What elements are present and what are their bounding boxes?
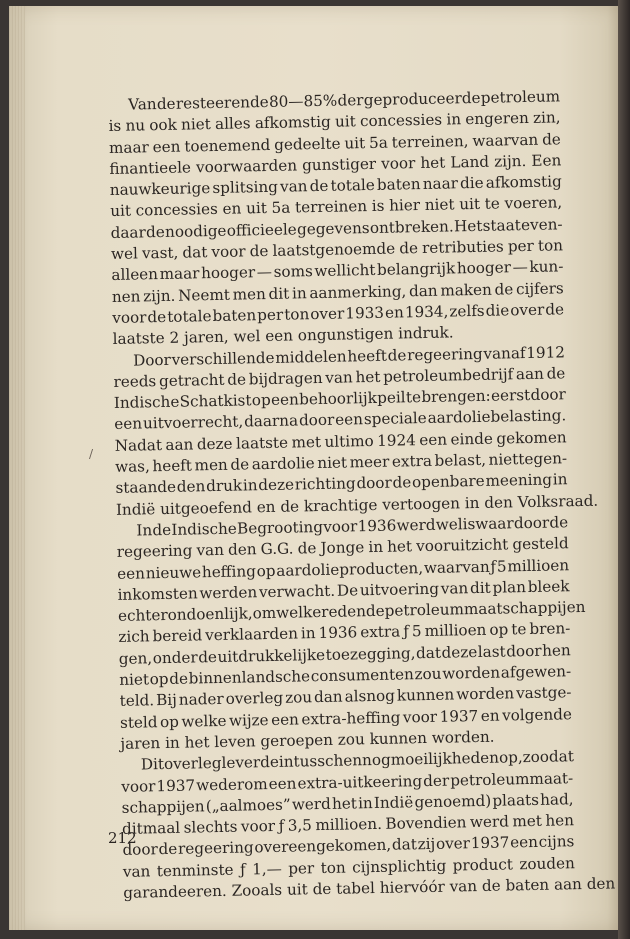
- text-line: voor de totale baten per ton over 1933 en 1934, zelfs die over de: [112, 300, 565, 327]
- stray-pencil-mark: /: [89, 447, 94, 461]
- text-line: finantieele voorwaarden gunstiger voor het Land zijn. Een: [109, 151, 562, 178]
- text-line: schappijen („aalmoes” werd het in Indië genoemd) plaats had,: [121, 789, 574, 817]
- text-line: uit concessies en uit 5a terreinen is hier niet uit te voeren,: [110, 193, 563, 221]
- text-line: Dit overleg leverde intusschen nog moeilijkheden op, zoodat: [140, 747, 575, 774]
- text-line: Door verschillende middelen heeft de regeering vanaf 1912: [132, 342, 566, 370]
- text-line: gen, onder de uitdrukkelijke toezegging, dat deze last door hen: [118, 640, 571, 668]
- text-line: een uitvoerrecht, daarna door een speciale aardoliebelasting.: [114, 406, 567, 434]
- text-line: nauwkeurige splitsing van de totale baten naar die afkomstig: [109, 172, 562, 200]
- text-line: is nu ook niet alles afkomstig uit concessies in engeren zin,: [108, 108, 561, 136]
- text-line: teld. Bij nader overleg zou dan alsnog kunnen worden vastge-: [119, 683, 572, 711]
- text-line: van tenminste ƒ 1,— per ton cijnsplichtig product zouden: [122, 853, 575, 881]
- text-line: garandeeren. Zooals uit de tabel hiervóór van de baten aan den: [123, 874, 616, 902]
- text-line: laatste 2 jaren, wel een ongunstigen indruk.: [112, 323, 454, 349]
- text-line: maar een toenemend gedeelte uit 5a terreinen, waarvan de: [108, 129, 561, 157]
- text-line: steld op welke wijze een extra-heffing voor 1937 en volgende: [119, 704, 573, 732]
- text-line: wel vast, dat voor de laatstgenoemde de retributies per ton: [110, 236, 564, 264]
- book-spine: [618, 0, 630, 939]
- text-line: zich bereid verklaarden in 1936 extra ƒ 5 millioen op te bren-: [118, 619, 571, 647]
- text-line: regeering van den G.G. de Jonge in het vooruitzicht gesteld: [116, 534, 569, 562]
- text-line: voor 1937 wederom een extra-uitkeering der petroleummaat-: [121, 768, 574, 796]
- text-line: echter ondoenlijk, om welke reden de petroleummaatschappijen: [117, 598, 586, 626]
- text-line: alleen maar hooger — soms wellicht belangrijk hooger — kun-: [111, 257, 564, 285]
- text-line: staande den druk in deze richting door de openbare meening in: [115, 470, 568, 498]
- body-text: [108, 86, 616, 904]
- text-line: Nadat aan deze laatste met ultimo 1924 een einde gekomen: [114, 428, 567, 455]
- text-line: reeds getracht de bijdragen van het petroleumbedrijf aan de: [113, 364, 566, 391]
- page-edge: [9, 6, 25, 930]
- text-line: Indië uitgeoefend en de krachtige vertoogen in den Volksraad.: [115, 491, 599, 519]
- text-line: Indische Schatkist op een behoorlijk peil te brengen: eerst door: [113, 385, 566, 413]
- text-line: daar de noodige officieele gegevens ontbreken. Het staat even-: [110, 215, 563, 242]
- text-line: In de Indische Begrooting voor 1936 werd weliswaar door de: [136, 513, 569, 540]
- text-line: was, heeft men de aardolie niet meer extra belast, niettegen-: [114, 449, 568, 476]
- text-line: Van de resteerende 80—85% der geproduceerde petroleum: [128, 87, 561, 114]
- page-number: 212: [108, 829, 137, 847]
- text-line: een nieuwe heffing op aardolieproducten, waarvan ƒ 5 millioen: [117, 555, 570, 583]
- text-line: nen zijn. Neemt men dit in aanmerking, dan maken de cijfers: [111, 278, 564, 306]
- text-line: niet op de binnenlandsche consumenten zou worden afgewen-: [119, 662, 572, 689]
- text-line: jaren in het leven geroepen zou kunnen worden.: [120, 727, 495, 753]
- text-line: inkomsten werden verwacht. De uitvoering van dit plan bleek: [117, 577, 570, 604]
- text-line: ditmaal slechts voor ƒ 3,5 millioen. Bovendien werd met hen: [121, 811, 575, 838]
- text-line: door de regeering overeengekomen, dat zij over 1937 een cijns: [122, 832, 575, 860]
